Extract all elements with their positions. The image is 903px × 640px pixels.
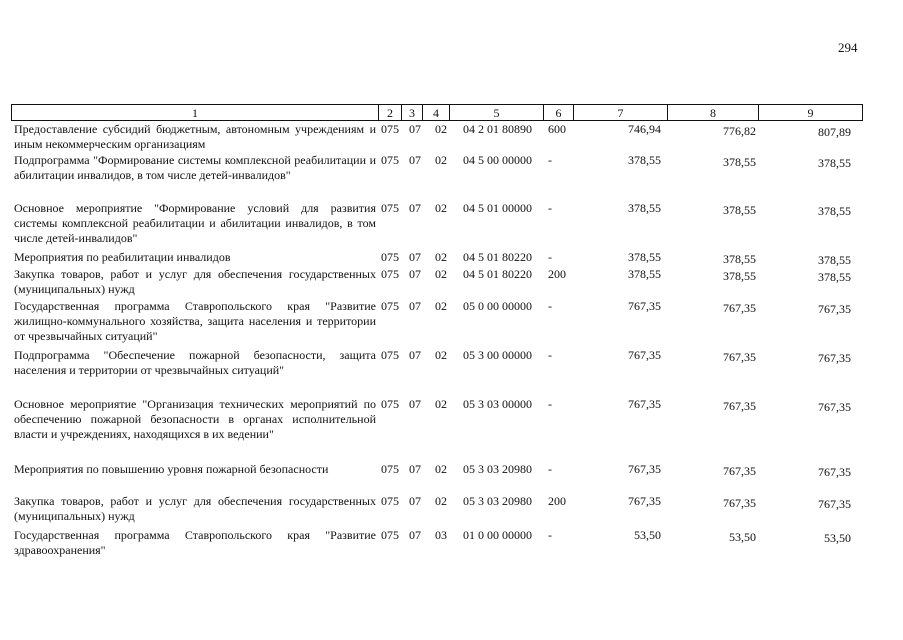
row-col-7: 378,55 bbox=[628, 201, 661, 215]
row-name: Предоставление субсидий бюджетным, автономным учреждениям и иным некоммерческим организациям bbox=[14, 122, 376, 151]
row-col-9: 767,35 bbox=[818, 351, 851, 365]
row-col-8: 378,55 bbox=[723, 155, 756, 169]
header-col-7: 7 bbox=[574, 104, 668, 121]
row-col-5: 04 2 01 80890 bbox=[463, 122, 532, 136]
row-col-7: 378,55 bbox=[628, 267, 661, 281]
row-name: Мероприятия по реабилитации инвалидов bbox=[14, 250, 231, 264]
row-col-9: 378,55 bbox=[818, 253, 851, 267]
row-col-6: - bbox=[548, 299, 552, 313]
row-col-3: 07 bbox=[409, 153, 421, 167]
header-col-2: 2 bbox=[379, 104, 402, 121]
row-col-8: 776,82 bbox=[723, 124, 756, 138]
row-col-4: 03 bbox=[435, 528, 447, 542]
row-col-9: 807,89 bbox=[818, 125, 851, 139]
row-col-9: 767,35 bbox=[818, 465, 851, 479]
header-col-9: 9 bbox=[759, 104, 863, 121]
header-col-6: 6 bbox=[544, 104, 574, 121]
row-name: Основное мероприятие "Организация технических мероприятий по обеспечению пожарной безопасности в органах исполнительной власти и учреждениях, находящихся в их ведении" bbox=[14, 397, 376, 441]
row-name: Государственная программа Ставропольского края "Развитие жилищно-коммунального хозяйства, защита населения и территории от чрезвычайных ситуаций" bbox=[14, 299, 376, 343]
page-number: 294 bbox=[838, 40, 858, 55]
row-col-2: 075 bbox=[381, 153, 399, 167]
row-col-6: 200 bbox=[548, 267, 566, 281]
row-col-2: 075 bbox=[381, 250, 399, 264]
row-col-6: - bbox=[548, 462, 552, 476]
row-col-5: 04 5 01 80220 bbox=[463, 267, 532, 281]
row-col-8: 378,55 bbox=[723, 203, 756, 217]
row-col-7: 767,35 bbox=[628, 462, 661, 476]
row-col-5: 05 3 03 00000 bbox=[463, 397, 532, 411]
row-col-6: - bbox=[548, 153, 552, 167]
row-col-6: - bbox=[548, 201, 552, 215]
row-col-8: 767,35 bbox=[723, 399, 756, 413]
row-col-4: 02 bbox=[435, 201, 447, 215]
row-col-7: 378,55 bbox=[628, 250, 661, 264]
budget-table bbox=[11, 104, 863, 557]
row-col-9: 378,55 bbox=[818, 156, 851, 170]
row-col-8: 767,35 bbox=[723, 301, 756, 315]
row-name: Подпрограмма "Обеспечение пожарной безопасности, защита населения и территории от чрезвычайных ситуаций" bbox=[14, 348, 376, 377]
header-col-4: 4 bbox=[423, 104, 450, 121]
row-col-2: 075 bbox=[381, 397, 399, 411]
row-col-5: 05 3 03 20980 bbox=[463, 494, 532, 508]
row-col-4: 02 bbox=[435, 299, 447, 313]
row-col-6: - bbox=[548, 528, 552, 542]
row-name: Подпрограмма "Формирование системы комплексной реабилитации и абилитации инвалидов, в том числе детей-инвалидов" bbox=[14, 153, 376, 182]
header-col-1: 1 bbox=[11, 104, 379, 121]
row-col-9: 767,35 bbox=[818, 302, 851, 316]
row-col-7: 767,35 bbox=[628, 348, 661, 362]
row-name: Закупка товаров, работ и услуг для обеспечения государственных (муниципальных) нужд bbox=[14, 494, 376, 523]
row-col-6: - bbox=[548, 397, 552, 411]
row-col-8: 767,35 bbox=[723, 496, 756, 510]
row-col-2: 075 bbox=[381, 299, 399, 313]
row-col-3: 07 bbox=[409, 299, 421, 313]
row-col-2: 075 bbox=[381, 494, 399, 508]
row-col-8: 767,35 bbox=[723, 350, 756, 364]
row-col-4: 02 bbox=[435, 397, 447, 411]
row-col-5: 05 3 03 20980 bbox=[463, 462, 532, 476]
row-col-7: 767,35 bbox=[628, 494, 661, 508]
row-col-6: - bbox=[548, 250, 552, 264]
row-col-6: - bbox=[548, 348, 552, 362]
row-col-8: 767,35 bbox=[723, 464, 756, 478]
row-col-9: 767,35 bbox=[818, 497, 851, 511]
row-col-3: 07 bbox=[409, 267, 421, 281]
row-col-5: 04 5 01 80220 bbox=[463, 250, 532, 264]
row-col-2: 075 bbox=[381, 122, 399, 136]
row-col-8: 378,55 bbox=[723, 252, 756, 266]
row-col-7: 746,94 bbox=[628, 122, 661, 136]
row-col-3: 07 bbox=[409, 397, 421, 411]
row-col-9: 378,55 bbox=[818, 270, 851, 284]
row-col-8: 378,55 bbox=[723, 269, 756, 283]
row-col-3: 07 bbox=[409, 462, 421, 476]
row-col-2: 075 bbox=[381, 528, 399, 542]
header-col-5: 5 bbox=[450, 104, 544, 121]
row-col-3: 07 bbox=[409, 201, 421, 215]
row-col-6: 600 bbox=[548, 122, 566, 136]
table-header bbox=[11, 104, 863, 121]
row-col-4: 02 bbox=[435, 494, 447, 508]
row-col-3: 07 bbox=[409, 528, 421, 542]
row-col-6: 200 bbox=[548, 494, 566, 508]
row-col-3: 07 bbox=[409, 122, 421, 136]
row-col-4: 02 bbox=[435, 122, 447, 136]
row-col-7: 767,35 bbox=[628, 397, 661, 411]
row-col-5: 01 0 00 00000 bbox=[463, 528, 532, 542]
row-col-8: 53,50 bbox=[729, 530, 756, 544]
row-col-5: 04 5 00 00000 bbox=[463, 153, 532, 167]
row-col-3: 07 bbox=[409, 348, 421, 362]
row-col-9: 378,55 bbox=[818, 204, 851, 218]
row-col-2: 075 bbox=[381, 201, 399, 215]
header-col-8: 8 bbox=[668, 104, 759, 121]
row-col-3: 07 bbox=[409, 250, 421, 264]
row-col-2: 075 bbox=[381, 267, 399, 281]
row-col-7: 378,55 bbox=[628, 153, 661, 167]
header-col-3: 3 bbox=[402, 104, 423, 121]
row-col-4: 02 bbox=[435, 348, 447, 362]
row-col-9: 53,50 bbox=[824, 531, 851, 545]
row-col-9: 767,35 bbox=[818, 400, 851, 414]
row-name: Государственная программа Ставропольского края "Развитие здравоохранения" bbox=[14, 528, 376, 557]
row-col-3: 07 bbox=[409, 494, 421, 508]
row-col-5: 05 0 00 00000 bbox=[463, 299, 532, 313]
row-col-7: 767,35 bbox=[628, 299, 661, 313]
row-name: Основное мероприятие "Формирование условий для развития системы комплексной реабилитации и абилитации инвалидов, в том числе детей-инвалидов" bbox=[14, 201, 376, 245]
row-col-2: 075 bbox=[381, 348, 399, 362]
row-col-7: 53,50 bbox=[634, 528, 661, 542]
row-col-4: 02 bbox=[435, 153, 447, 167]
row-col-2: 075 bbox=[381, 462, 399, 476]
row-col-5: 05 3 00 00000 bbox=[463, 348, 532, 362]
row-col-4: 02 bbox=[435, 462, 447, 476]
row-name: Мероприятия по повышению уровня пожарной безопасности bbox=[14, 462, 329, 476]
row-col-5: 04 5 01 00000 bbox=[463, 201, 532, 215]
row-col-4: 02 bbox=[435, 250, 447, 264]
row-col-4: 02 bbox=[435, 267, 447, 281]
row-name: Закупка товаров, работ и услуг для обеспечения государственных (муниципальных) нужд bbox=[14, 267, 376, 296]
